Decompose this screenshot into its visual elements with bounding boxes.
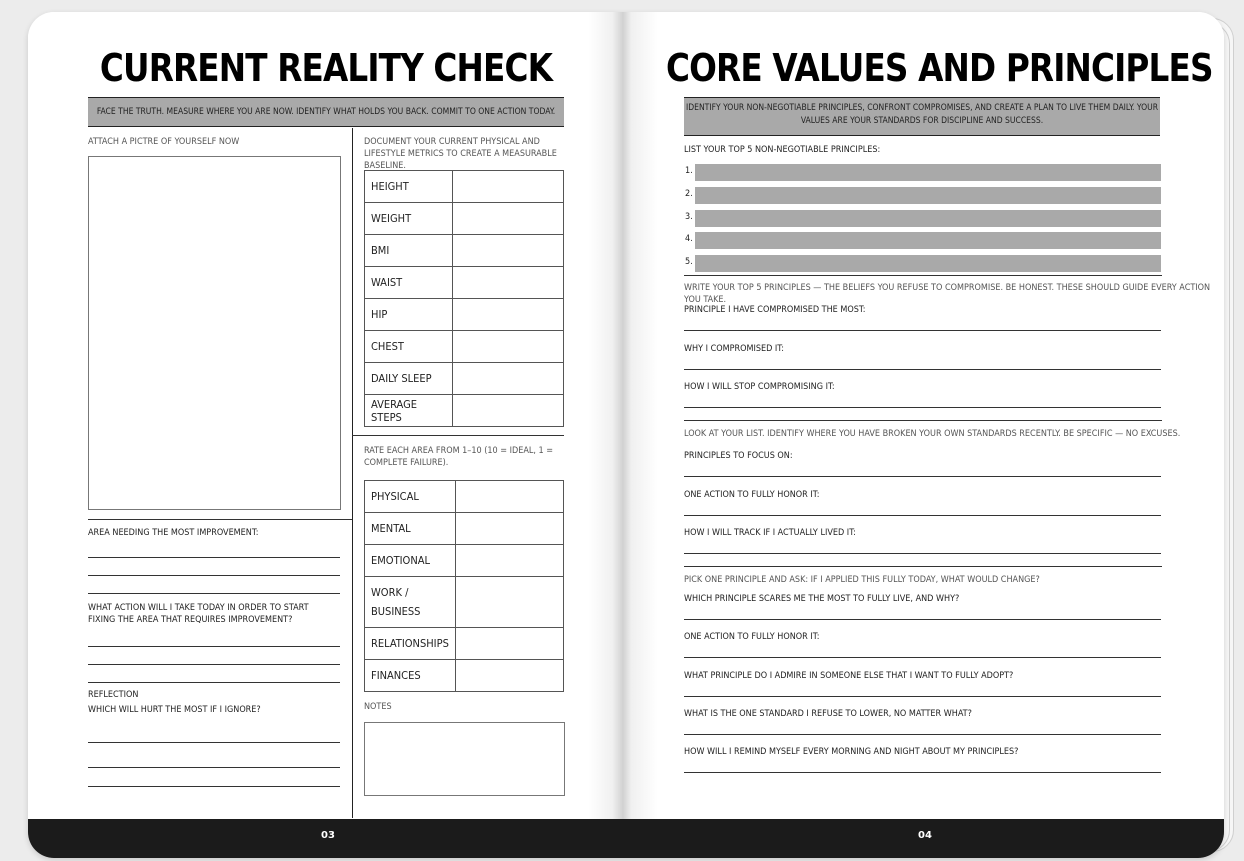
- answer-line[interactable]: [684, 619, 1161, 620]
- section-divider: [684, 420, 1162, 421]
- rating-area-label: MENTAL: [365, 513, 456, 545]
- list-number: 5.: [685, 257, 693, 268]
- section3-note: PICK ONE PRINCIPLE AND ASK: IF I APPLIED THIS FULLY TODAY, WHAT WOULD CHANGE?: [684, 575, 1040, 585]
- answer-line[interactable]: [684, 696, 1161, 697]
- metric-label: HEIGHT: [365, 171, 453, 203]
- rating-value-cell[interactable]: [455, 628, 563, 660]
- question-label: WHAT PRINCIPLE DO I ADMIRE IN SOMEONE ELSE THAT I WANT TO FULLY ADOPT?: [684, 670, 1014, 681]
- metric-row: [365, 363, 564, 395]
- list-number: 1.: [685, 166, 693, 176]
- rating-row: [365, 545, 564, 577]
- photo-frame[interactable]: [88, 156, 341, 510]
- answer-line[interactable]: [684, 407, 1161, 408]
- question-label: WHICH PRINCIPLE SCARES ME THE MOST TO FULLY LIVE, AND WHY?: [684, 594, 960, 604]
- answer-line[interactable]: [684, 515, 1161, 516]
- metrics-label: DOCUMENT YOUR CURRENT PHYSICAL AND LIFESTYLE METRICS TO CREATE A MEASURABLE BASELINE.: [364, 137, 557, 171]
- question-label: HOW I WILL STOP COMPROMISING IT:: [684, 382, 835, 392]
- rating-row: [365, 481, 564, 513]
- metric-value-cell[interactable]: [453, 331, 564, 363]
- metric-label: HIP: [365, 299, 453, 331]
- reflection-question: WHICH WILL HURT THE MOST IF I IGNORE?: [88, 705, 261, 715]
- rating-table: [364, 480, 564, 692]
- answer-line[interactable]: [88, 646, 340, 647]
- page-number-left: 03: [321, 830, 335, 841]
- rating-value-cell[interactable]: [455, 545, 563, 577]
- question-label: ONE ACTION TO FULLY HONOR IT:: [684, 489, 820, 500]
- metric-label: AVERAGE STEPS: [365, 395, 453, 427]
- metric-row: [365, 299, 564, 331]
- list-number: 2.: [685, 188, 693, 199]
- rating-row: [365, 660, 564, 692]
- list-number: 3.: [685, 211, 693, 222]
- principle-entry-field[interactable]: [695, 210, 1161, 227]
- action-label: WHAT ACTION WILL I TAKE TODAY IN ORDER TO START FIXING THE AREA THAT REQUIRES IMPROVEMENT?: [88, 603, 309, 625]
- rating-value-cell[interactable]: [455, 577, 563, 628]
- metric-label: WEIGHT: [365, 203, 453, 235]
- metric-value-cell[interactable]: [453, 299, 564, 331]
- metric-label: DAILY SLEEP: [365, 363, 453, 395]
- rating-value-cell[interactable]: [455, 513, 563, 545]
- question-label: WHAT IS THE ONE STANDARD I REFUSE TO LOWER, NO MATTER WHAT?: [684, 708, 972, 719]
- page-title: CURRENT REALITY CHECK: [99, 46, 553, 90]
- reflection-label: REFLECTION: [88, 690, 139, 700]
- metric-value-cell[interactable]: [453, 171, 564, 203]
- right-page: [624, 12, 1224, 858]
- rating-area-label: RELATIONSHIPS: [365, 628, 456, 660]
- rating-row: [365, 628, 564, 660]
- metric-row: [365, 171, 564, 203]
- page-footer: [28, 819, 1224, 858]
- section-divider: [88, 519, 352, 520]
- answer-line[interactable]: [88, 767, 340, 768]
- answer-line[interactable]: [684, 330, 1161, 331]
- list-number: 4.: [685, 234, 693, 245]
- metric-row: [365, 235, 564, 267]
- intro-banner: [88, 97, 564, 127]
- photo-label: ATTACH A PICTRE OF YOURSELF NOW: [88, 137, 240, 147]
- rating-row: [365, 577, 564, 628]
- metric-row: [365, 395, 564, 427]
- metric-label: WAIST: [365, 267, 453, 299]
- section2-note: LOOK AT YOUR LIST. IDENTIFY WHERE YOU HAVE BROKEN YOUR OWN STANDARDS RECENTLY. BE SPECIFIC — NO EXCUSES.: [684, 429, 1181, 439]
- list-label: LIST YOUR TOP 5 NON-NEGOTIABLE PRINCIPLES:: [684, 145, 881, 155]
- question-label: PRINCIPLE I HAVE COMPROMISED THE MOST:: [684, 305, 866, 315]
- principle-entry-field[interactable]: [695, 232, 1161, 249]
- metrics-table: [364, 170, 564, 427]
- answer-line[interactable]: [684, 553, 1161, 554]
- rating-area-label: EMOTIONAL: [365, 545, 456, 577]
- column-divider: [352, 128, 353, 818]
- metric-row: [365, 203, 564, 235]
- answer-line[interactable]: [88, 557, 340, 558]
- intro-banner-text: IDENTIFY YOUR NON-NEGOTIABLE PRINCIPLES, CONFRONT COMPROMISES, AND CREATE A PLAN TO LIVE THEM DAILY. YOUR VALUES ARE YOUR STANDARDS FOR DISCIPLINE AND SUCCESS.: [685, 103, 1158, 126]
- section1-note: WRITE YOUR TOP 5 PRINCIPLES — THE BELIEFS YOU REFUSE TO COMPROMISE. BE HONEST. THESE SHOULD GUIDE EVERY ACTION YOU TAKE.: [684, 283, 1211, 305]
- question-label: HOW I WILL TRACK IF I ACTUALLY LIVED IT:: [684, 528, 856, 538]
- answer-line[interactable]: [88, 786, 340, 787]
- improvement-label: AREA NEEDING THE MOST IMPROVEMENT:: [88, 528, 259, 538]
- rating-area-label: FINANCES: [365, 660, 456, 692]
- question-label: WHY I COMPROMISED IT:: [684, 343, 784, 354]
- metric-value-cell[interactable]: [453, 267, 564, 299]
- metric-value-cell[interactable]: [453, 203, 564, 235]
- section-divider: [684, 275, 1162, 276]
- rating-row: [365, 513, 564, 545]
- metric-label: CHEST: [365, 331, 453, 363]
- open-book: [28, 12, 1224, 858]
- answer-line[interactable]: [88, 575, 340, 576]
- rating-area-label: PHYSICAL: [365, 481, 456, 513]
- page-title: CORE VALUES AND PRINCIPLES: [666, 46, 1213, 90]
- metric-row: [365, 331, 564, 363]
- rating-value-cell[interactable]: [455, 481, 563, 513]
- metric-value-cell[interactable]: [453, 363, 564, 395]
- answer-line[interactable]: [88, 664, 340, 665]
- principle-entry-field[interactable]: [695, 255, 1161, 272]
- metric-label: BMI: [365, 235, 453, 267]
- question-label: PRINCIPLES TO FOCUS ON:: [684, 451, 793, 461]
- principle-entry-field[interactable]: [695, 187, 1161, 204]
- question-label: HOW WILL I REMIND MYSELF EVERY MORNING AND NIGHT ABOUT MY PRINCIPLES?: [684, 747, 1019, 758]
- section-divider: [352, 435, 564, 436]
- rating-value-cell[interactable]: [455, 660, 563, 692]
- notes-box[interactable]: [364, 722, 565, 796]
- intro-banner: [684, 97, 1160, 136]
- notes-label: NOTES: [364, 702, 392, 712]
- answer-line[interactable]: [88, 682, 340, 683]
- answer-line[interactable]: [684, 476, 1161, 477]
- answer-line[interactable]: [684, 657, 1161, 658]
- left-page: [28, 12, 624, 858]
- answer-line[interactable]: [684, 369, 1161, 370]
- metric-value-cell[interactable]: [453, 235, 564, 267]
- page-number-right: 04: [918, 830, 932, 841]
- metric-value-cell[interactable]: [453, 395, 564, 427]
- intro-banner-text: FACE THE TRUTH. MEASURE WHERE YOU ARE NOW. IDENTIFY WHAT HOLDS YOU BACK. COMMIT TO ONE ACTION TODAY.: [96, 107, 556, 117]
- answer-line[interactable]: [88, 742, 340, 743]
- answer-line[interactable]: [88, 593, 340, 594]
- metric-row: [365, 267, 564, 299]
- rate-label: RATE EACH AREA FROM 1–10 (10 = IDEAL, 1 = COMPLETE FAILURE).: [364, 446, 554, 468]
- answer-line[interactable]: [684, 734, 1161, 735]
- answer-line[interactable]: [684, 772, 1161, 773]
- question-label: ONE ACTION TO FULLY HONOR IT:: [684, 632, 820, 643]
- principle-entry-field[interactable]: [695, 164, 1161, 181]
- rating-area-label: WORK / BUSINESS: [365, 577, 456, 628]
- section-divider: [684, 566, 1162, 567]
